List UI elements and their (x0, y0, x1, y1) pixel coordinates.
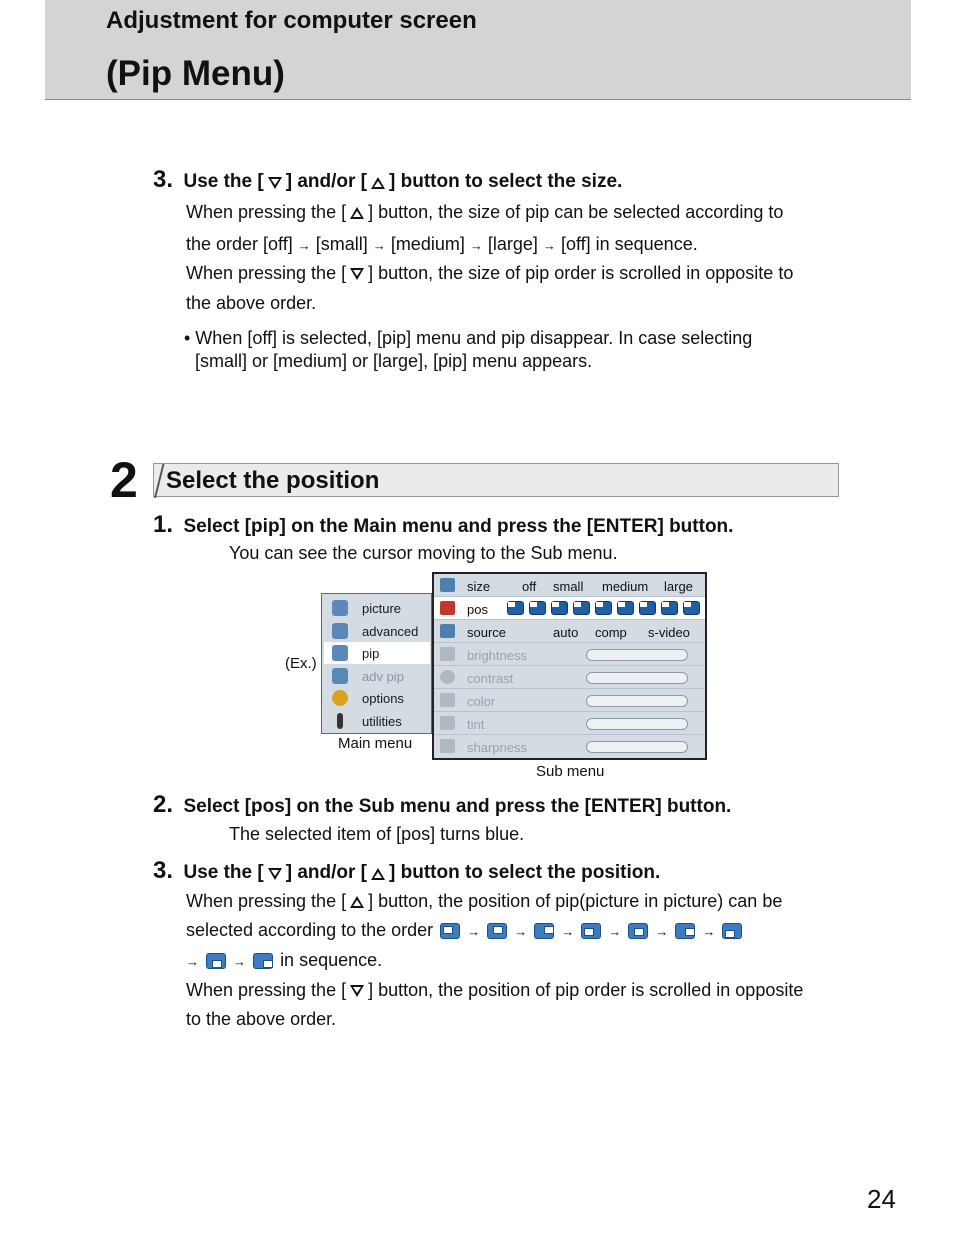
position-option-icon[interactable] (551, 601, 568, 615)
sub-menu-row-size[interactable] (434, 574, 705, 597)
size-para-3 (186, 264, 793, 282)
color-slider[interactable] (586, 695, 688, 707)
main-menu-item-options[interactable] (324, 687, 430, 709)
up-triangle-icon (371, 868, 385, 880)
options-icon (332, 690, 348, 706)
step2-heading (153, 791, 731, 819)
step3-para-5: to the above order. (186, 1009, 337, 1029)
text: [medium] (390, 234, 465, 254)
sharpness-icon (440, 739, 455, 753)
position-option-icon[interactable] (683, 601, 700, 615)
step-text-part: ] and/or [ (285, 862, 367, 883)
color-icon (440, 693, 455, 707)
row-label: source (467, 625, 507, 640)
position-bottom-right-icon (253, 953, 273, 969)
arrow-icon: → (186, 954, 199, 969)
position-option-icon[interactable] (595, 601, 612, 615)
down-triangle-icon (350, 985, 364, 997)
row-label: color (467, 694, 496, 709)
sub-menu-row-contrast[interactable] (434, 666, 705, 689)
size-option-large[interactable]: large (664, 579, 693, 594)
menu-label: picture (362, 601, 402, 616)
main-menu-item-picture[interactable] (324, 597, 430, 619)
page-number: 24 (867, 1184, 896, 1214)
up-triangle-icon (350, 896, 364, 908)
menu-label: adv pip (362, 669, 404, 684)
step-text: Select [pip] on the Main menu and press the [ENTER] button. (183, 516, 734, 537)
step-number: 3. (153, 166, 174, 193)
arrow-icon: → (655, 924, 669, 939)
text: ] button, the size of pip order is scrolled in opposite to (368, 263, 794, 283)
main-menu-item-adv-pip[interactable] (324, 665, 430, 687)
menu-label: options (362, 691, 404, 706)
row-label: size (467, 579, 491, 594)
step3-heading (153, 857, 660, 885)
step3-para-3 (186, 951, 382, 969)
source-option-comp[interactable]: comp (595, 625, 627, 640)
position-top-center-icon (487, 923, 507, 939)
position-option-icon[interactable] (639, 601, 656, 615)
text: ] button, the position of pip(picture in picture) can be (368, 891, 783, 911)
sub-menu-row-color[interactable] (434, 689, 705, 712)
down-triangle-icon (268, 868, 282, 880)
source-option-auto[interactable]: auto (553, 625, 579, 640)
text: the order [off] (186, 234, 293, 254)
adv-pip-icon (332, 668, 348, 684)
sub-menu (432, 572, 707, 760)
sub-menu-caption: Sub menu (536, 763, 605, 780)
down-triangle-icon (350, 268, 364, 280)
sub-menu-row-source[interactable] (434, 620, 705, 643)
arrow-icon: → (514, 924, 528, 939)
step-number: 2. (153, 791, 174, 818)
main-menu-item-pip[interactable] (324, 642, 430, 664)
arrow-icon: → (561, 924, 575, 939)
brightness-slider[interactable] (586, 649, 688, 661)
step2-desc: The selected item of [pos] turns blue. (229, 824, 525, 844)
text: [small] (315, 234, 368, 254)
text: ] button, the position of pip order is scrolled in opposite (368, 980, 804, 1000)
size-option-medium[interactable]: medium (602, 579, 649, 594)
row-label: contrast (467, 671, 514, 686)
text: selected according to the order (186, 920, 434, 940)
row-label: pos (467, 602, 488, 617)
size-note-2: [small] or [medium] or [large], [pip] menu appears. (195, 351, 593, 371)
pos-icon (440, 601, 455, 615)
row-label: tint (467, 717, 485, 732)
text: [off] in sequence. (560, 234, 698, 254)
sub-menu-row-pos[interactable] (434, 597, 705, 620)
position-middle-left-icon (581, 923, 601, 939)
example-label: (Ex.) (285, 655, 317, 672)
sub-menu-row-sharpness[interactable] (434, 735, 705, 757)
pip-icon (332, 645, 348, 661)
text: ] button, the size of pip can be selected according to (368, 202, 784, 222)
step-number: 1. (153, 511, 174, 538)
menu-label: utilities (362, 714, 402, 729)
up-triangle-icon (371, 177, 385, 189)
position-option-icon[interactable] (573, 601, 590, 615)
step3-para-4 (186, 981, 803, 999)
position-option-icon[interactable] (661, 601, 678, 615)
position-top-left-icon (440, 923, 460, 939)
row-label: sharpness (467, 740, 527, 755)
main-menu (321, 593, 432, 734)
arrow-icon: → (372, 238, 386, 253)
step3-para-1 (186, 892, 782, 910)
size-para-4: the above order. (186, 293, 317, 313)
sub-menu-row-brightness[interactable] (434, 643, 705, 666)
contrast-slider[interactable] (586, 672, 688, 684)
up-triangle-icon (350, 207, 364, 219)
position-option-icon[interactable] (617, 601, 634, 615)
position-bottom-center-icon (206, 953, 226, 969)
step-text-part: ] button to select the size. (389, 171, 623, 192)
size-icon (440, 578, 455, 592)
position-center-icon (628, 923, 648, 939)
arrow-icon: → (469, 238, 483, 253)
size-step-heading (153, 166, 622, 194)
tint-slider[interactable] (586, 718, 688, 730)
menu-label: advanced (362, 624, 419, 639)
text: When pressing the [ (186, 263, 347, 283)
sub-menu-row-tint[interactable] (434, 712, 705, 735)
main-menu-item-utilities[interactable] (324, 710, 430, 732)
position-option-icon[interactable] (507, 601, 524, 615)
contrast-icon (440, 670, 455, 684)
row-label: brightness (467, 648, 527, 663)
section-title: Select the position (166, 467, 380, 494)
sharpness-slider[interactable] (586, 741, 688, 753)
step-text-part: Use the [ (183, 171, 264, 192)
size-para-2 (186, 235, 698, 253)
size-note-1: • When [off] is selected, [pip] menu and pip disappear. In case selecting (184, 328, 753, 348)
step-number: 3. (153, 857, 174, 884)
arrow-icon: → (542, 238, 556, 253)
arrow-icon: → (467, 924, 481, 939)
arrow-icon: → (233, 954, 247, 969)
position-option-icon[interactable] (529, 601, 546, 615)
section-number: 2 (110, 452, 138, 508)
arrow-icon: → (608, 924, 622, 939)
main-menu-caption: Main menu (338, 735, 413, 752)
brightness-icon (440, 647, 455, 661)
text: When pressing the [ (186, 202, 347, 222)
position-middle-right-icon (675, 923, 695, 939)
advanced-icon (332, 623, 348, 639)
step-text-part: ] and/or [ (285, 171, 367, 192)
step-text-part: ] button to select the position. (389, 862, 661, 883)
text: When pressing the [ (186, 980, 347, 1000)
step-text-part: Use the [ (183, 862, 264, 883)
menu-label: pip (362, 646, 380, 661)
size-option-off[interactable]: off (522, 579, 537, 594)
down-triangle-icon (268, 177, 282, 189)
step1-heading (153, 511, 733, 539)
utilities-icon (337, 713, 343, 729)
arrow-icon: → (702, 924, 716, 939)
text: When pressing the [ (186, 891, 347, 911)
text: in sequence. (280, 950, 383, 970)
step1-desc: You can see the cursor moving to the Sub menu. (229, 543, 618, 563)
header-subtitle: Adjustment for computer screen (106, 7, 477, 34)
position-bottom-left-icon (722, 923, 742, 939)
step3-para-2 (186, 921, 744, 939)
source-icon (440, 624, 455, 638)
tint-icon (440, 716, 455, 730)
arrow-icon: → (297, 238, 311, 253)
page-title: (Pip Menu) (106, 54, 285, 93)
size-para-1 (186, 203, 783, 221)
picture-icon (332, 600, 348, 616)
source-option-s-video[interactable]: s-video (648, 625, 690, 640)
step-text: Select [pos] on the Sub menu and press the [ENTER] button. (183, 796, 732, 817)
main-menu-item-advanced[interactable] (324, 620, 430, 642)
size-option-small[interactable]: small (553, 579, 584, 594)
text: [large] (487, 234, 538, 254)
position-top-right-icon (534, 923, 554, 939)
